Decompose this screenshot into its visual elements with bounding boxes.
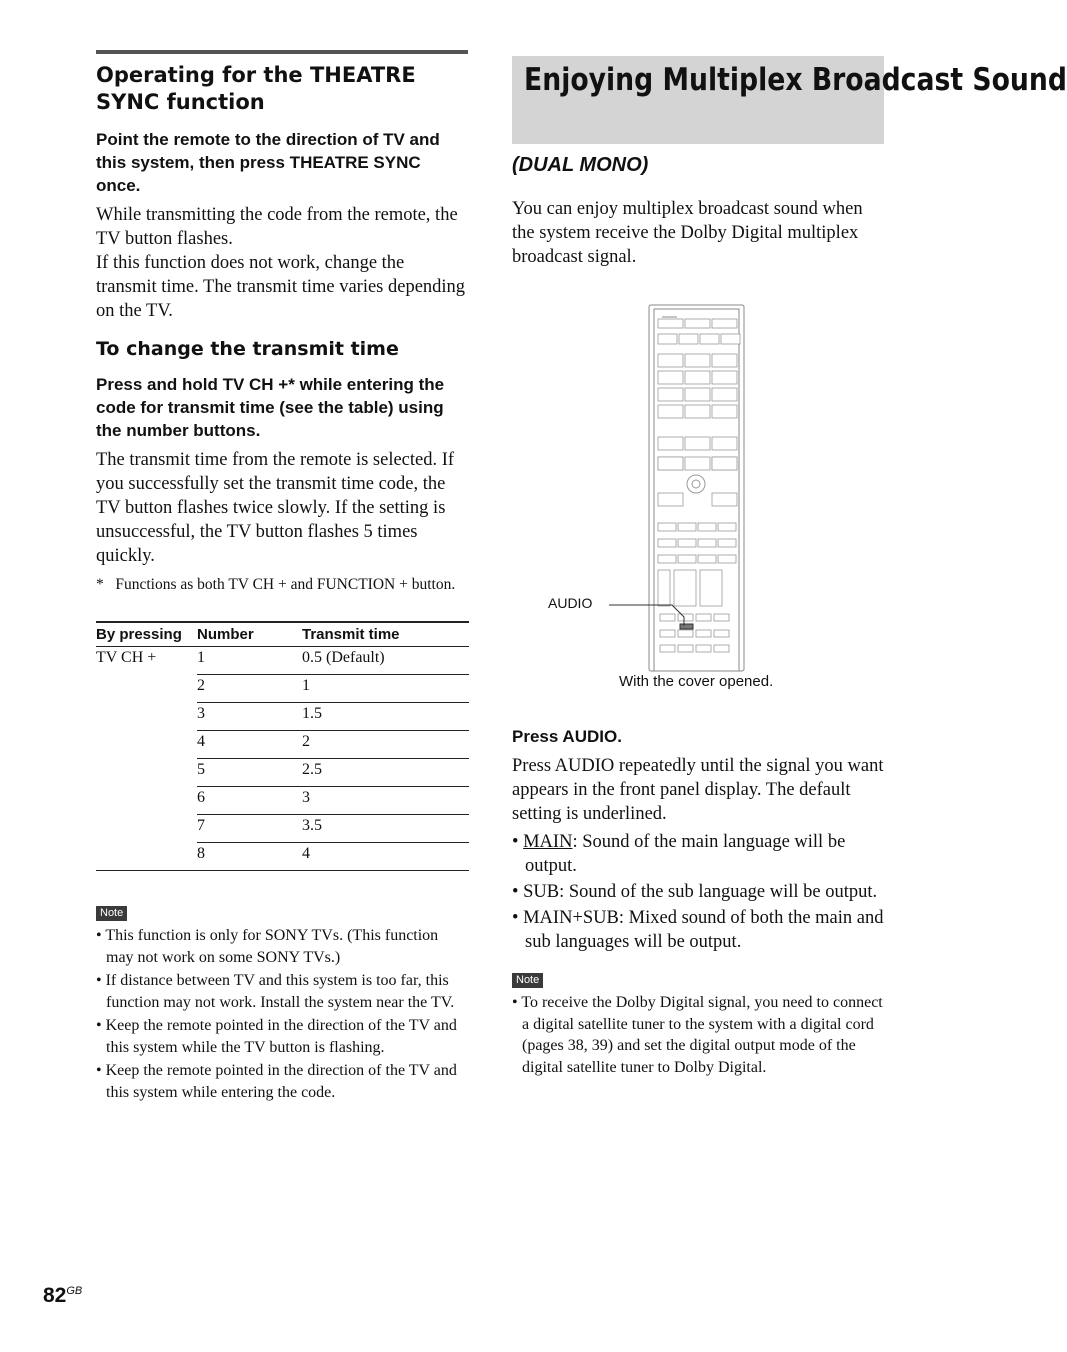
body-paragraph: While transmitting the code from the remote, the TV button flashes.	[96, 205, 458, 249]
intro-paragraph: You can enjoy multiplex broadcast sound when the system receive the Dolby Digital multiplex broadcast signal.	[512, 199, 863, 267]
transmit-time-table	[96, 621, 469, 871]
table-body	[96, 647, 469, 871]
body-paragraph: Press AUDIO repeatedly until the signal you want appears in the front panel display. The default setting is underlined.	[512, 756, 884, 824]
body-paragraph: The transmit time from the remote is selected. If you successfully set the transmit time code, the TV button flashes twice slowly. If the setting is unsuccessful, the TV button flashes 5 times quickly.	[96, 450, 455, 566]
table-cell-press	[96, 731, 197, 759]
table-cell-number: 1	[197, 647, 302, 675]
table-cell-number: 5	[197, 759, 302, 787]
table-cell-number: 7	[197, 815, 302, 843]
note-badge: Note	[96, 906, 127, 921]
body-paragraph: If this function does not work, change the transmit time. The transmit time varies depending on the TV.	[96, 253, 466, 321]
table-cell-number: 6	[197, 787, 302, 815]
table-cell-press	[96, 759, 197, 787]
table-cell-time: 1	[302, 675, 469, 703]
table-row	[96, 675, 469, 703]
page-number: $82^{GB}$	[43, 1284, 83, 1307]
table-header: Number	[197, 622, 302, 647]
option-key: SUB	[523, 882, 560, 902]
table-cell-number: 3	[197, 703, 302, 731]
table-cell-time: 0.5 (Default)	[302, 647, 469, 675]
step-instruction: Press AUDIO.	[512, 727, 622, 746]
table-row	[96, 731, 469, 759]
note-badge: Note	[512, 973, 543, 988]
table-cell-number: 8	[197, 843, 302, 871]
table-cell-time: 4	[302, 843, 469, 871]
note-item: • If distance between TV and this system is too far, this function may not work. Install the system near the TV.	[96, 972, 455, 1011]
table-cell-time: 3.5	[302, 815, 469, 843]
section-title: Operating for the THEATRE SYNC function	[96, 63, 416, 114]
step-instruction: Press and hold TV CH +* while entering the code for transmit time (see the table) using the number buttons.	[96, 375, 445, 440]
remote-control-illustration	[512, 287, 884, 727]
note-list	[512, 992, 884, 1078]
section-rule	[96, 50, 468, 54]
table-row	[96, 647, 469, 675]
option-item: • SUB: Sound of the sub language will be output.	[512, 882, 878, 902]
table-cell-number: 4	[197, 731, 302, 759]
option-key: MAIN	[523, 832, 573, 852]
subsection-title: To change the transmit time	[96, 338, 399, 360]
option-item: • MAIN: Sound of the main language will be output.	[512, 832, 846, 876]
table-header: Transmit time	[302, 622, 469, 647]
table-row	[96, 703, 469, 731]
note-item: • Keep the remote pointed in the direction of the TV and this system while the TV button is flashing.	[96, 1017, 457, 1056]
subtitle: (DUAL MONO)	[512, 154, 649, 176]
table-cell-press	[96, 675, 197, 703]
right-column	[512, 56, 1067, 1080]
footnote-mark: *	[96, 576, 104, 593]
footnote-text: Functions as both TV CH + and FUNCTION + button.	[115, 576, 456, 593]
table-cell-number: 2	[197, 675, 302, 703]
page-title: Enjoying Multiplex Broadcast Sound	[524, 62, 1067, 98]
note-item: • To receive the Dolby Digital signal, you need to connect a digital satellite tuner to the system with a digital cord (pages 38, 39) and set the digital output mode of the digital satellite tuner to Dolby Digital.	[512, 994, 883, 1076]
title-banner	[512, 56, 1067, 144]
option-key: MAIN+SUB	[523, 908, 619, 928]
option-list	[512, 830, 884, 954]
table-cell-press: TV CH +	[96, 649, 157, 666]
table-cell-time: 3	[302, 787, 469, 815]
left-column	[96, 50, 468, 1105]
table-cell-time: 2	[302, 731, 469, 759]
footnote	[96, 574, 468, 595]
note-item: • Keep the remote pointed in the direction of the TV and this system while entering the code.	[96, 1062, 457, 1101]
note-item: • This function is only for SONY TVs. (This function may not work on some SONY TVs.)	[96, 927, 439, 966]
table-cell-press	[96, 815, 197, 843]
figure-callout-label: AUDIO	[548, 595, 593, 611]
table-row	[96, 787, 469, 815]
table-cell-press	[96, 843, 197, 871]
table-cell-press	[96, 703, 197, 731]
table-header: By pressing	[96, 622, 197, 647]
table-row	[96, 843, 469, 871]
option-item: • MAIN+SUB: Mixed sound of both the main and sub languages will be output.	[512, 908, 884, 952]
table-cell-press	[96, 787, 197, 815]
table-row	[96, 815, 469, 843]
remote-figure	[512, 287, 884, 727]
table-row	[96, 759, 469, 787]
figure-caption: With the cover opened.	[619, 673, 774, 690]
table-cell-time: 1.5	[302, 703, 469, 731]
note-list	[96, 925, 468, 1103]
table-cell-time: 2.5	[302, 759, 469, 787]
step-instruction: Point the remote to the direction of TV and this system, then press THEATRE SYNC once.	[96, 130, 440, 195]
